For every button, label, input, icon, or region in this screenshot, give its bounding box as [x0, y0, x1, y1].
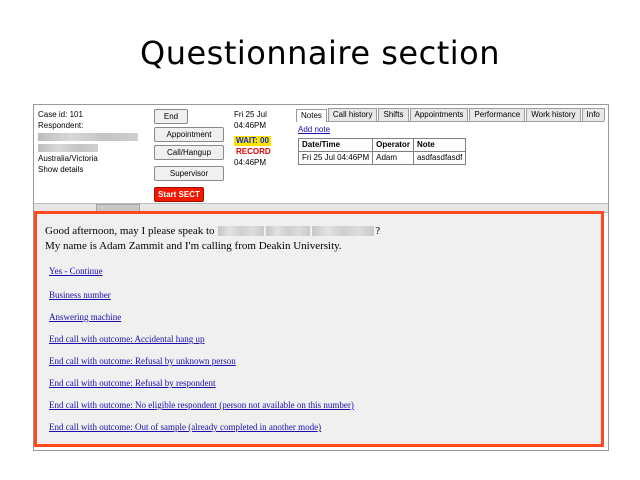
option-answering-machine[interactable]: Answering machine — [49, 312, 122, 322]
supervisor-button[interactable]: Supervisor — [154, 166, 224, 181]
option-refusal-unknown-person[interactable]: End call with outcome: Refusal by unknown person — [49, 356, 236, 366]
tab-info[interactable]: Info — [582, 108, 605, 121]
current-time: 04:46PM — [234, 121, 267, 130]
option-business-number[interactable]: Business number — [49, 290, 111, 300]
record-badge: RECORD — [236, 147, 271, 156]
respondent-label: Respondent: — [38, 121, 84, 130]
show-details-link[interactable]: Show details — [38, 165, 84, 174]
wait-badge: WAIT: 00 — [236, 136, 269, 145]
greeting-text-after-redaction: ? — [375, 225, 381, 237]
start-sect-button[interactable]: Start SECT — [154, 187, 204, 202]
end-button[interactable]: End — [154, 109, 188, 124]
redaction-bar — [38, 133, 138, 141]
column-header-operator: Operator — [373, 139, 414, 152]
column-header-datetime: Date/Time — [299, 139, 373, 152]
table-header-row — [299, 139, 466, 152]
notes-tab-body — [296, 122, 604, 168]
case-info-panel — [38, 109, 150, 175]
secondary-time: 04:46PM — [234, 158, 267, 167]
questionnaire-panel — [34, 211, 604, 447]
greeting-text-before-redaction: Good afternoon, may I please speak to — [45, 225, 218, 237]
option-out-of-sample[interactable]: End call with outcome: Out of sample (already completed in another mode) — [49, 422, 322, 432]
redaction-bar — [266, 226, 310, 236]
tab-performance[interactable]: Performance — [469, 108, 525, 121]
option-refusal-by-respondent[interactable]: End call with outcome: Refusal by respondent — [49, 378, 216, 388]
cell-datetime: Fri 25 Jul 04:46PM — [299, 152, 373, 165]
respondent-name-redacted — [38, 131, 150, 142]
cell-operator: Adam — [373, 152, 414, 165]
notes-table — [298, 138, 466, 165]
current-date: Fri 25 Jul — [234, 110, 267, 119]
respondent-phone-redacted — [38, 142, 150, 153]
tab-work-history[interactable]: Work history — [526, 108, 580, 121]
questionnaire-options — [45, 266, 593, 432]
redaction-bar — [218, 226, 264, 236]
add-note-link[interactable]: Add note — [298, 125, 331, 134]
option-accidental-hangup[interactable]: End call with outcome: Accidental hang up — [49, 334, 205, 344]
case-location: Australia/Victoria — [38, 154, 98, 163]
appointment-button[interactable]: Appointment — [154, 127, 224, 142]
tab-appointments[interactable]: Appointments — [410, 108, 469, 121]
questionnaire-greeting-line-1 — [45, 224, 593, 239]
tab-notes[interactable]: Notes — [296, 109, 327, 122]
redaction-bar — [312, 226, 374, 236]
tab-strip — [296, 107, 604, 122]
tab-shifts[interactable]: Shifts — [378, 108, 408, 121]
page-title: Questionnaire section — [140, 34, 500, 72]
option-no-eligible-respondent[interactable]: End call with outcome: No eligible respondent (person not available on this number) — [49, 400, 354, 410]
app-screenshot — [33, 104, 609, 451]
action-button-stack — [154, 109, 224, 205]
call-hangup-button[interactable]: Call/Hangup — [154, 145, 224, 160]
option-yes-continue[interactable]: Yes - Continue — [49, 266, 103, 276]
column-header-note: Note — [413, 139, 465, 152]
redaction-bar — [38, 144, 98, 152]
top-panel — [34, 105, 608, 203]
case-id-label: Case id: 101 — [38, 110, 83, 119]
cell-note: asdfasdfasdf — [413, 152, 465, 165]
tab-area — [296, 107, 604, 199]
tab-call-history[interactable]: Call history — [328, 108, 378, 121]
questionnaire-greeting-line-2: My name is Adam Zammit and I'm calling from Deakin University. — [45, 240, 342, 252]
status-column — [234, 109, 290, 168]
table-row[interactable] — [299, 152, 466, 165]
